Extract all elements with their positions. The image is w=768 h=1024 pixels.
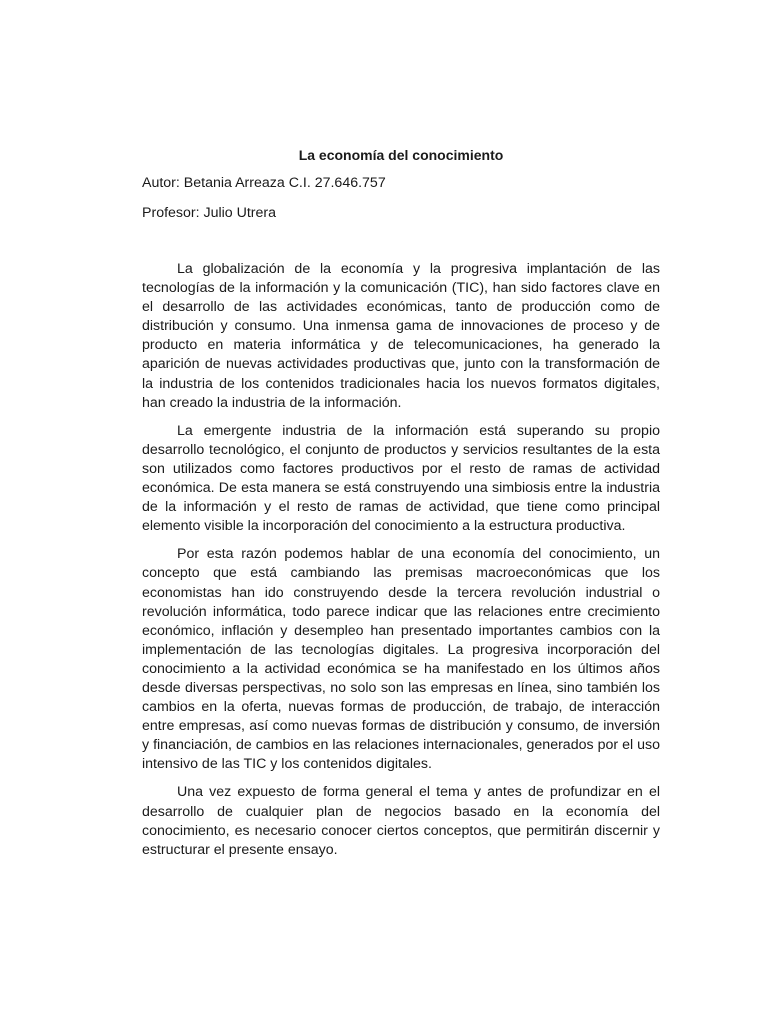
document-body <box>142 146 660 869</box>
document-title: La economía del conocimiento <box>298 147 504 163</box>
paragraph-2: La emergente industria de la información está superando su propio desarrollo tecnológico, el conjunto de productos y servicios resultantes de la esta son utilizados como factores productivos por el resto de ramas de actividad económica. De esta manera se está construyendo una simbiosis entre la industria de la información y el resto de ramas de actividad, que tiene como principal elemento visible la incorporación del conocimiento a la estructura productiva. <box>142 422 660 535</box>
paragraph-4: Una vez expuesto de forma general el tema y antes de profundizar en el desarrollo de cualquier plan de negocios basado en la economía del conocimiento, es necesario conocer ciertos conceptos, que permitirán discernir y estructurar el presente ensayo. <box>142 784 660 858</box>
author-line: Autor: Betania Arreaza C.I. 27.646.757 <box>142 175 386 191</box>
paragraph-3: Por esta razón podemos hablar de una economía del conocimiento, un concepto que está cambiando las premisas macroeconómicas que los economistas han ido construyendo desde la tercera revolución industrial o revolución informática, todo parece indicar que las relaciones entre crecimiento económico, inflación y desempleo han presentado importantes cambios con la implementación de las tecnologías digitales. La progresiva incorporación del conocimiento a la actividad económica se ha manifestado en los últimos años desde diversas perspectivas, no solo son las empresas en línea, sino también los cambios en la oferta, nuevas formas de producción, de trabajo, de interacción entre empresas, así como nuevas formas de distribución y consumo, de inversión y financiación, de cambios en las relaciones internacionales, generados por el uso intensivo de las TIC y los contenidos digitales. <box>142 546 660 773</box>
paragraph-1: La globalización de la economía y la progresiva implantación de las tecnologías de la información y la comunicación (TIC), han sido factores clave en el desarrollo de las actividades económicas, tanto de producción como de distribución y consumo. Una inmensa gama de innovaciones de proceso y de producto en materia informática y de telecomunicaciones, ha generado la aparición de nuevas actividades productivas que, junto con la transformación de la industria de los contenidos tradicionales hacia los nuevos formatos digitales, han creado la industria de la información. <box>142 261 660 411</box>
professor-line: Profesor: Julio Utrera <box>142 205 277 221</box>
